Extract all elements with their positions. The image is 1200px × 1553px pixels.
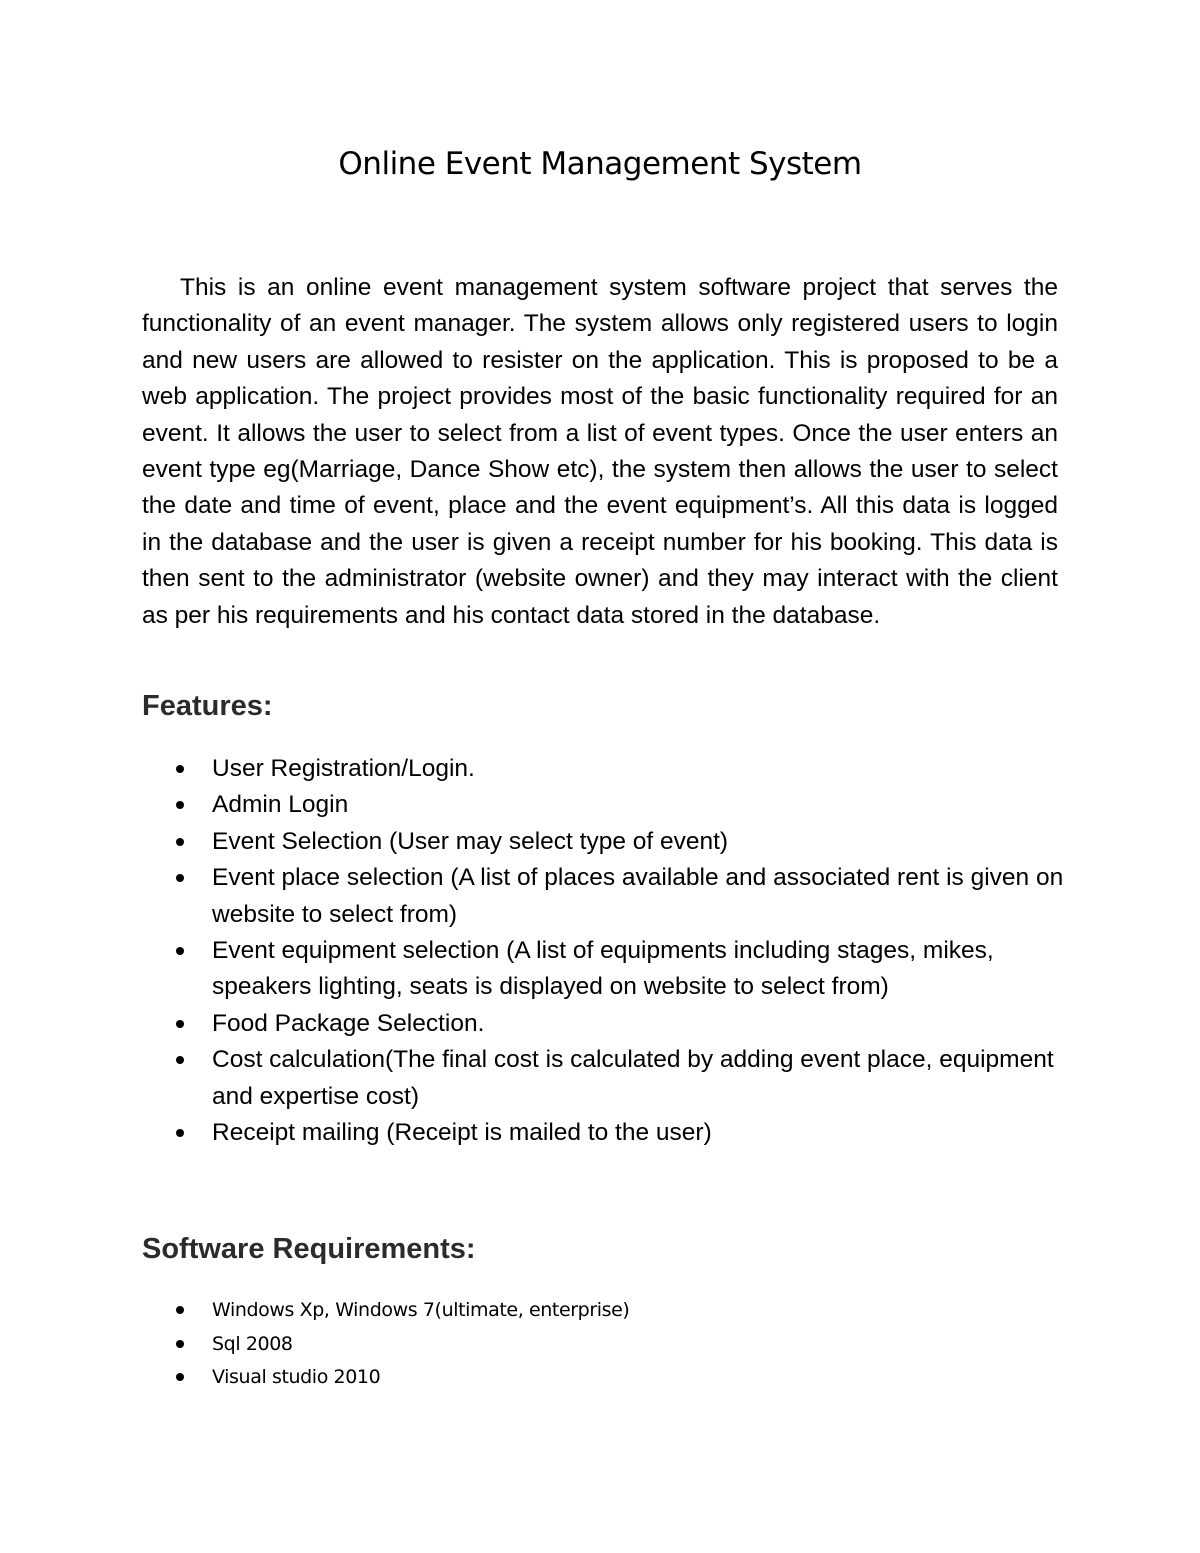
list-item [172, 1328, 1072, 1362]
features-heading: Features: [142, 690, 273, 722]
feature-text: Event place selection (A list of places available and associated rent is given on website to select from) [212, 864, 1064, 928]
list-item [172, 751, 1072, 787]
features-list [172, 751, 1072, 1151]
software-text: Visual studio 2010 [212, 1366, 381, 1388]
feature-text: Cost calculation(The final cost is calculated by adding event place, equipment and expertise cost) [212, 1046, 1054, 1110]
bullet-icon [176, 874, 184, 882]
list-item [172, 787, 1072, 823]
bullet-icon [176, 801, 184, 809]
software-text: Windows Xp, Windows 7(ultimate, enterprise) [212, 1299, 630, 1321]
bullet-icon [176, 1020, 184, 1028]
intro-paragraph: This is an online event management system software project that serves the functionality of an event manager. The system allows only registered users to login and new users are allowed to resister on the application. This is proposed to be a web application. The project provides most of the basic functionality required for an event. It allows the user to select from a list of event types. Once the user enters an event type eg(Marriage, Dance Show etc), the system then allows the user to select the date and time of event, place and the event equipment’s. All this data is logged in the database and the user is given a receipt number for his booking. This data is then sent to the administrator (website owner) and they may interact with the client as per his requirements and his contact data stored in the database. [142, 274, 1058, 629]
bullet-icon [176, 1306, 184, 1314]
feature-text: Receipt mailing (Receipt is mailed to the user) [212, 1119, 712, 1147]
bullet-icon [176, 1129, 184, 1137]
list-item [172, 824, 1072, 860]
list-item [172, 1042, 1072, 1115]
software-requirements-heading: Software Requirements: [142, 1233, 476, 1265]
feature-text: Admin Login [212, 791, 349, 819]
list-item [172, 933, 1072, 1006]
feature-text: Event equipment selection (A list of equipments including stages, mikes, speakers lighting, seats is displayed on website to select from) [212, 937, 994, 1001]
list-item [172, 1006, 1072, 1042]
bullet-icon [176, 947, 184, 955]
bullet-icon [176, 1373, 184, 1381]
bullet-icon [176, 838, 184, 846]
list-item [172, 1361, 1072, 1395]
feature-text: Event Selection (User may select type of event) [212, 827, 729, 855]
feature-text: User Registration/Login. [212, 755, 475, 782]
feature-text: Food Package Selection. [212, 1009, 485, 1037]
list-item [172, 1294, 1072, 1328]
document-title: Online Event Management System [338, 146, 862, 182]
software-requirements-list [172, 1294, 1072, 1395]
software-text: Sql 2008 [212, 1332, 293, 1355]
list-item [172, 1115, 1072, 1151]
bullet-icon [176, 1056, 184, 1064]
list-item [172, 860, 1072, 933]
bullet-icon [176, 1340, 184, 1348]
bullet-icon [176, 765, 184, 773]
